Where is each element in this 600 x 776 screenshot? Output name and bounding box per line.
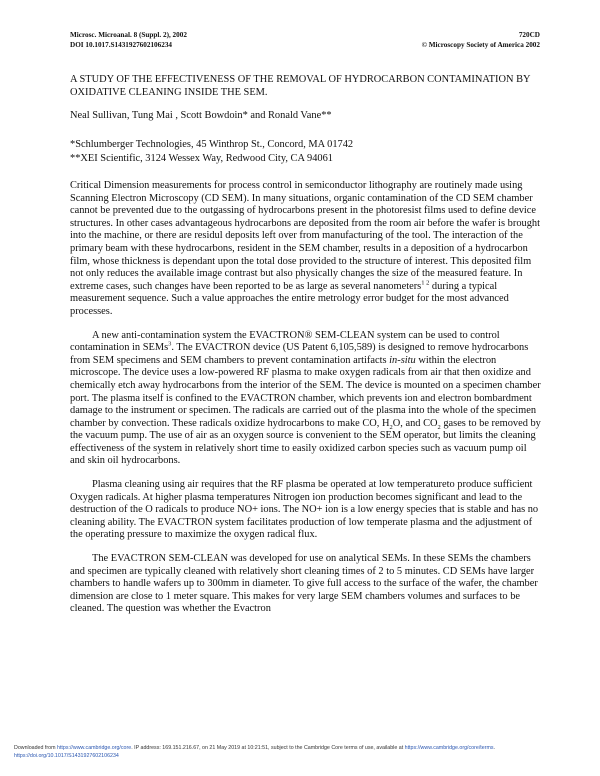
paragraph-2	[70, 330, 542, 469]
italic-term: in-situ	[389, 354, 416, 366]
article-body	[70, 180, 542, 627]
paragraph-2-text-e: gases to be removed by the vacuum pump. The use of air as an oxygen source is convenient to the SEM operator, but limits the cleaning effectiveness of the system in relatively short time to easily oxidized carbon species such as vacuum pump oil and skin oil hydrocarbons.	[70, 417, 541, 467]
paragraph-2-text-b: . The EVACTRON device (US Patent 6,105,589) is designed to remove hydrocarbons from SEM specimens and SEM chambers to prevent contamination artifacts	[70, 342, 529, 366]
paragraph-2-text: A new anti-contamination system the EVACTRON® SEM-CLEAN system can be used to control contamination in SEMs	[70, 329, 500, 354]
paragraph-2-text-c: within the electron microscope. The device uses a low-powered RF plasma to make oxygen radicals from air that then oxidize and chemically etch away hydrocarbons from the interior of the SEM. The device is mounted on a specimen chamber port. The plasma itself is confined to the EVACTRON chamber, which prevents ion and electron bombardment damage to the instrument or specimen. The radicals are carried out of the plasma into the whole of the specimen chamber by convection. These radicals oxidize hydrocarbons to make CO, H	[70, 354, 541, 429]
article-title: A STUDY OF THE EFFECTIVENESS OF THE REMOVAL OF HYDROCARBON CONTAMINATION BY OXIDATIVE CLEANING INSIDE THE SEM.	[70, 74, 531, 98]
footer-line-2	[14, 752, 594, 760]
footer-line-1	[14, 744, 594, 752]
core-link[interactable]: https://www.cambridge.org/core	[57, 745, 132, 751]
reference-superscript: 1 2	[421, 279, 430, 287]
abstract-code: 720CD	[518, 31, 540, 39]
paragraph-1-text: Critical Dimension measurements for process control in semiconductor lithography are routinely made using Scanning Electron Microscopy (CD SEM). In many situations, organic contamination of the CD SEM chamber cannot be prevented due to the outgassing of hydrocarbons present in the photoresist films used to define device structures. In other cases advantageous hydrocarbons are deposited from the room air before the wafer is brought into the machine, or there are residul deposits left over from manufacturing of the tool. The interaction of the primary beam with these hydrocarbons, resident in the SEM chamber, results in a deposition of a hydrocarbon film, whose thickness is dependant upon the total dose provided to the structure of interest. This deposited film not only reduces the available image contrast but also physically changes the size of the measured feature. In extreme cases, such changes have been reported to be as large as several nanometers	[70, 180, 541, 292]
paragraph-4: The EVACTRON SEM-CLEAN was developed for use on analytical SEMs. In these SEMs the chambers and specimen are typically cleaned with relatively short cleaning times of 2 to 5 minutes. CD SEMs have larger chambers to handle wafers up to 300mm in diameter. To give full access to the surface of the wafer, the chamber dimension are close to 1 meter square. This makes for very large SEM chambers volumes and surfaces to be cleaned. The question was whether the Evactron	[70, 553, 538, 615]
journal-header	[70, 31, 187, 50]
paragraph-1-text-end: during a typical measurement sequence. Such a value approaches the entire metrology error budget for the most advanced processes.	[70, 280, 509, 317]
footer-text: .	[493, 745, 496, 751]
paragraph-2-text-d: O, and CO	[392, 417, 438, 429]
author-list: Neal Sullivan, Tung Mai , Scott Bowdoin* and Ronald Vane**	[70, 110, 332, 121]
journal-citation: Microsc. Microanal. 8 (Suppl. 2), 2002	[70, 31, 187, 39]
subscript: 2	[389, 423, 393, 431]
paragraph-1	[70, 180, 542, 319]
paragraph-3: Plasma cleaning using air requires that the RF plasma be operated at low temperatureto produce sufficient Oxygen radicals. At higher plasma temperatures Nitrogen ion production becomes significant and lead to the destruction of the O radicals to produce NO+ ions. The NO+ ion is a low energy species that is stable and has no cleaning ability. The EVACTRON system facilitates production of low temperate plasma and the adjustment of the operating pressure to maximize the oxygen radical flux.	[70, 479, 539, 541]
reference-superscript: 3	[168, 340, 172, 348]
affiliation-1: *Schlumberger Technologies, 45 Winthrop St., Concord, MA 01742	[70, 139, 354, 150]
download-footer	[14, 744, 594, 760]
copyright-line: © Microscopy Society of America 2002	[421, 40, 540, 49]
footer-text: . IP address: 169.151.216.67, on 21 May 2019 at 10:21:51, subject to the Cambridge Core terms of use, available at	[131, 745, 405, 751]
footer-text: Downloaded from	[14, 745, 57, 751]
subscript: 2	[437, 423, 441, 431]
terms-link[interactable]: https://www.cambridge.org/core/terms	[404, 745, 494, 751]
journal-header-right	[422, 31, 540, 50]
affiliation-2: **XEI Scientific, 3124 Wessex Way, Redwood City, CA 94061	[70, 153, 333, 164]
doi-link[interactable]: https://doi.org/10.1017/S1431927602106234	[14, 753, 119, 759]
article-doi: DOI 10.1017.S1431927602106234	[70, 40, 173, 49]
affiliations	[70, 138, 353, 166]
